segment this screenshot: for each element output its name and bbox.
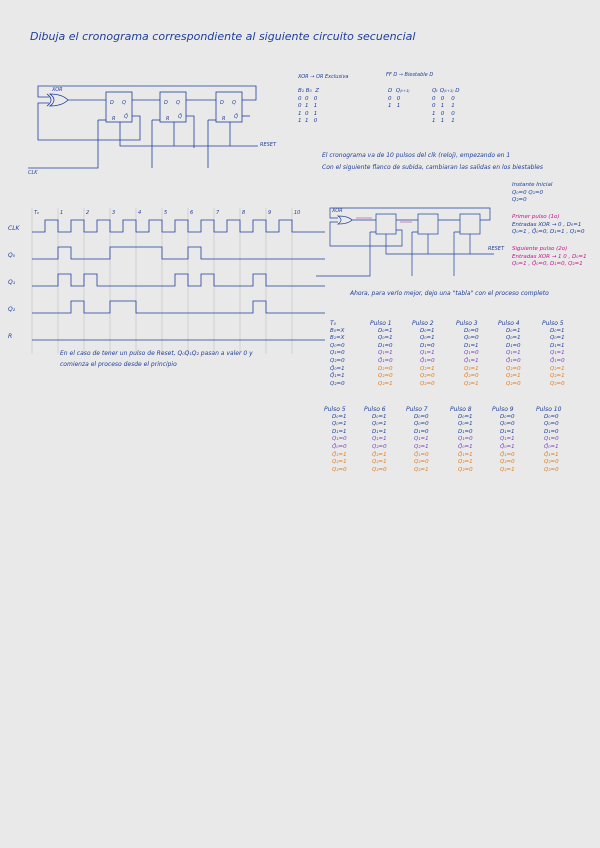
pulse-table-line: Q̄₀=1 [330, 365, 345, 372]
ff1-q: Q [176, 100, 180, 106]
pulse-table-line: Q₂=0 [420, 380, 435, 387]
pulse-label: 5 [164, 210, 168, 216]
pulse-table-line: D₁=0 [544, 428, 559, 435]
ffd-left-row: 1 1 [388, 103, 401, 110]
pulse-table-line: Q₂=0 [330, 380, 345, 387]
pulse-table-line: Q₂=1 [420, 365, 435, 372]
pulse-table [330, 320, 345, 388]
pulse-table-line: D₁=0 [378, 342, 393, 349]
waveform-row1 [32, 247, 325, 259]
pulse-label: T₀ [34, 210, 40, 216]
pulse-table-line: Q₀=1 [420, 335, 435, 342]
pulse-table-line: Q̄₁=1 [544, 451, 559, 458]
pulse-table-line: D₁=0 [506, 342, 521, 349]
xor-truth-table [298, 88, 319, 126]
pulse-table-line: D₁=1 [500, 428, 515, 435]
pulse-label: 4 [138, 210, 142, 216]
page-title: Dibuja el cronograma correspondiente al siguiente circuito secuencial [30, 30, 416, 43]
xor-truth-row: 1 0 1 [298, 110, 318, 117]
ff0-qn: Q̄ [124, 114, 128, 120]
pulse-table-line: Q₀=0 [500, 421, 515, 428]
first-pulse [512, 214, 584, 237]
xor-label-small: XOR [332, 208, 343, 214]
first-pulse-line: Q₀=1 , Q̄₀=0, D₁=1 , Q₁=0 [512, 229, 585, 236]
pulse-table-line: Q₂=0 [458, 466, 473, 473]
pulse-table-line: D₀=1 [420, 327, 435, 334]
pulse-table-line: D₀=1 [458, 413, 473, 420]
ff1-qn: Q̄ [178, 114, 182, 120]
pulse-label: 3 [112, 210, 116, 216]
pulse-table-heading: Pulso 10 [536, 406, 562, 413]
reset-note-1: En el caso de tener un pulso de Reset, Q₀Q₁Q₂ pasan a valer 0 y [60, 350, 253, 357]
first-pulse-line: Entradas XOR → 0 , D₀=1 [512, 221, 582, 228]
pulse-table-line: Q̄₀=1 [500, 443, 515, 450]
pulse-table-line: Q₁=0 [464, 350, 479, 357]
ffd-right-row: 1 0 0 [432, 110, 455, 117]
pulse-table-line: Q̄₁=1 [458, 451, 473, 458]
pulse-table-line: D₁=0 [458, 428, 473, 435]
xor-truth-row: 0 0 0 [298, 95, 318, 102]
initial-state-line: Q₀=0 Q₁=0 [512, 189, 544, 196]
ffd-truth-table-right [432, 88, 459, 126]
clk-label: CLK [28, 170, 38, 176]
pulse-table-line: Q₁=1 [414, 436, 429, 443]
pulse-label: 2 [86, 210, 90, 216]
pulse-label: 8 [242, 210, 246, 216]
pulse-table-line: D₁=0 [420, 342, 435, 349]
pulse-table-line: Q̄₁=0 [500, 451, 515, 458]
pulse-table-line: Q₂=1 [414, 443, 429, 450]
pulse-table-line: D₁=1 [464, 342, 479, 349]
xor-heading: XOR → OR Exclusiva [298, 74, 349, 80]
initial-state [512, 182, 552, 205]
pulse-table-heading: Pulso 9 [492, 406, 514, 413]
pulse-table-heading: Pulso 6 [364, 406, 386, 413]
pulse-table [450, 406, 473, 474]
pulse-table-line: D₀=1 [378, 327, 393, 334]
pulse-table-line: D₀=0 [464, 327, 479, 334]
pulse-table-line: Q̄₁=0 [420, 357, 435, 364]
pulse-table [406, 406, 429, 474]
waveform-row3 [32, 301, 325, 313]
pulse-table-line: Q̄₁=0 [378, 357, 393, 364]
pulse-table-line: Q₁=0 [544, 436, 559, 443]
pulse-label: 1 [60, 210, 64, 216]
pulse-table-line: Q₂=0 [506, 365, 521, 372]
pulse-table-line: Q₂=0 [330, 357, 345, 364]
pulse-table-line: Q₂=1 [458, 459, 473, 466]
xor-gate [50, 94, 68, 106]
ff1-r: R [166, 116, 170, 122]
pulse-table-line: D₁=1 [550, 342, 565, 349]
pulse-table-line: D₀=1 [550, 327, 565, 334]
flip-flop-1 [160, 92, 186, 122]
timing-row-label: Q₁ [8, 279, 16, 286]
pulse-table-line: Q₀=0 [544, 421, 559, 428]
ffd-truth-table-left [388, 88, 410, 111]
pulse-table-line: Q̄₀=1 [458, 443, 473, 450]
pulse-table-line: Q₂=0 [372, 466, 387, 473]
pulse-table-line: Q̄₁=0 [550, 357, 565, 364]
pulse-table-line: Q̄₁=1 [332, 451, 347, 458]
pulse-table-line: D₀=1 [332, 413, 347, 420]
pulse-table-line: Q₁=1 [550, 350, 565, 357]
pulse-table-line: D₁=0 [414, 428, 429, 435]
pulse-table-line: D₂=0 [378, 365, 393, 372]
pulse-table-line: Q̄₂=1 [372, 451, 387, 458]
second-pulse-line: Q₀=1 , Q̄₀=0, D₁=0, Q₂=1 [512, 261, 583, 268]
pulse-table-line: Q₁=0 [332, 436, 347, 443]
timing-row-label: CLK [8, 225, 20, 232]
ff0-r: R [112, 116, 116, 122]
second-pulse [512, 246, 587, 269]
pulse-table-line: Q₀=0 [464, 335, 479, 342]
note-line-1: El cronograma va de 10 pulsos del clk (reloj), empezando en 1 [322, 152, 511, 159]
pulse-table-line: Q₂=0 [544, 466, 559, 473]
second-pulse-line: Entradas XOR → 1 0 , D₀=1 [512, 253, 587, 260]
pulse-table-line: D₁=1 [332, 428, 347, 435]
pulse-table-line: B₀=X [330, 327, 345, 334]
pulse-table-line: Q₁=1 [378, 350, 393, 357]
timing-row-label: R [8, 333, 13, 340]
ff2-d: D [220, 100, 224, 106]
pulse-table-heading: Pulso 7 [406, 406, 428, 413]
pulse-table-heading: Pulso 8 [450, 406, 472, 413]
xor-truth-header: B₁ B₀ Z [298, 88, 319, 94]
waveform-row2 [32, 274, 325, 286]
ffd-left-row: 0 0 [388, 95, 401, 102]
pulse-table-line: Q₂=0 [506, 380, 521, 387]
xor-truth-row: 1 1 0 [298, 118, 318, 125]
pulse-label: 7 [216, 210, 220, 216]
pulse-table-line: D₀=1 [506, 327, 521, 334]
pulse-table-line: Q₂=1 [464, 380, 479, 387]
initial-state-heading: Instante Inicial [512, 182, 553, 188]
pulse-table-line: Q₂=0 [500, 459, 515, 466]
pulse-table [412, 320, 435, 388]
timing-row-label: Q₂ [8, 306, 16, 313]
pulse-table-line: Q̄₁=1 [464, 357, 479, 364]
pulse-table-line: Q₁=1 [372, 436, 387, 443]
pulse-table-heading: Pulso 2 [412, 320, 434, 327]
pulse-table-line: Q̄₁=0 [506, 357, 521, 364]
pulse-table-line: Q₂=0 [414, 459, 429, 466]
ff0-q: Q [122, 100, 126, 106]
pulse-table [324, 406, 347, 474]
ffd-heading: FF D → Biestable D [386, 72, 434, 78]
flip-flop-0 [106, 92, 132, 122]
pulse-table-line: D₁=1 [372, 428, 387, 435]
pulse-table-line: D₀=0 [544, 413, 559, 420]
pulse-table-heading: T₀ [330, 320, 337, 327]
pulse-table-line: Q₁=0 [458, 436, 473, 443]
pulse-table-line: Q₀=1 [378, 335, 393, 342]
pulse-table-line: D₀=0 [500, 413, 515, 420]
pulse-table-heading: Pulso 5 [324, 406, 346, 413]
reset-label: RESET [260, 142, 277, 148]
timing-diagram [8, 204, 320, 364]
pulse-table-line: Q₂=1 [550, 365, 565, 372]
pulse-table-heading: Pulso 4 [498, 320, 520, 327]
circuit-diagram [28, 80, 308, 180]
pulse-table-line: Q̄₀=0 [332, 443, 347, 450]
ff2-r: R [222, 116, 226, 122]
pulse-table-line: Q̄₁=0 [414, 451, 429, 458]
pulse-table [498, 320, 521, 388]
pulse-table-line: Q₀=0 [330, 342, 345, 349]
ffd-right-row: 0 0 0 [432, 95, 455, 102]
pulse-table-line: Q₂=0 [378, 373, 393, 380]
pulse-table-line: Q₁=1 [506, 350, 521, 357]
timing-row-label: Q₀ [8, 252, 16, 259]
pulse-table-line: Q₂=0 [420, 373, 435, 380]
pulse-table-line: Q₂=1 [372, 459, 387, 466]
pulse-table-line: Q₂=1 [464, 365, 479, 372]
pulse-table [370, 320, 393, 388]
pulse-table [542, 320, 565, 388]
pulse-table-line: Q₂=1 [332, 459, 347, 466]
second-pulse-heading: Siguiente pulso (2o) [512, 246, 568, 252]
pulse-label: 9 [268, 210, 272, 216]
pulse-table-line: Q₁=1 [500, 436, 515, 443]
pulse-table-line: D₀=0 [414, 413, 429, 420]
pulse-table-line: Q₀=1 [550, 335, 565, 342]
pulse-table-heading: Pulso 1 [370, 320, 392, 327]
ffd-right-row: 1 1 1 [432, 118, 455, 125]
xor-truth-row: 0 1 1 [298, 103, 318, 110]
ff2-q: Q [232, 100, 236, 106]
pulse-label: 6 [190, 210, 194, 216]
pulse-table-line: Q₁=0 [330, 350, 345, 357]
ff1-d: D [164, 100, 168, 106]
pulse-table-line: Q₀=1 [372, 421, 387, 428]
pulse-table-line: Q₂=0 [550, 380, 565, 387]
pulse-table-line: Q₀=1 [458, 421, 473, 428]
pulse-table [536, 406, 561, 474]
pulse-table-heading: Pulso 5 [542, 320, 564, 327]
pulse-table-line: Q₀=0 [414, 421, 429, 428]
pulse-table-line: Q₂=1 [506, 373, 521, 380]
ffd-right-row: 0 1 1 [432, 103, 455, 110]
pulse-table [364, 406, 387, 474]
pulse-table-line: Q₁=1 [420, 350, 435, 357]
table-note: Ahora, para verlo mejor, dejo una "tabla" con el proceso completo [350, 290, 549, 297]
pulse-table-line: Q₂=1 [550, 373, 565, 380]
first-pulse-heading: Primer pulso (1o) [512, 214, 560, 220]
reset-note-2: comienza el proceso desde el principio [60, 361, 177, 368]
pulse-table [492, 406, 515, 474]
pulse-table-line: Q₂=0 [372, 443, 387, 450]
pulse-table-line: Q̄₁=1 [330, 373, 345, 380]
pulse-table-line: B₁=X [330, 335, 345, 342]
pulse-table-line: Q₀=1 [506, 335, 521, 342]
pulse-table-line: Q₂=1 [500, 466, 515, 473]
pulse-table-line: Q₂=1 [414, 466, 429, 473]
ff0-d: D [110, 100, 114, 106]
pulse-table-line: Q̄₂=0 [464, 373, 479, 380]
pulse-table-line: Q̄₀=1 [544, 443, 559, 450]
pulse-table-line: Q₂=0 [544, 459, 559, 466]
pulse-table-line: Q₂=0 [332, 466, 347, 473]
ff2-qn: Q̄ [234, 114, 238, 120]
flip-flop-2 [216, 92, 242, 122]
ffd-left-header: D Q₍ₜ₊₁₎ [388, 88, 410, 94]
pulse-label: 10 [294, 210, 301, 216]
xor-label: XOR [52, 87, 63, 93]
ffd-right-header: Qₜ Q₍ₜ₊₁₎ D [432, 88, 460, 94]
reset-label-small: RESET [488, 246, 505, 252]
pulse-table-line: Q₀=1 [332, 421, 347, 428]
pulse-table [456, 320, 479, 388]
initial-state-line: Q₂=0 [512, 197, 527, 204]
pulse-table-line: Q₂=1 [378, 380, 393, 387]
waveform-clk [32, 220, 325, 232]
pulse-table-line: D₀=1 [372, 413, 387, 420]
pulse-table-heading: Pulso 3 [456, 320, 478, 327]
note-line-2: Con el siguiente flanco de subida, cambiaran las salidas en los biestables [322, 164, 543, 171]
